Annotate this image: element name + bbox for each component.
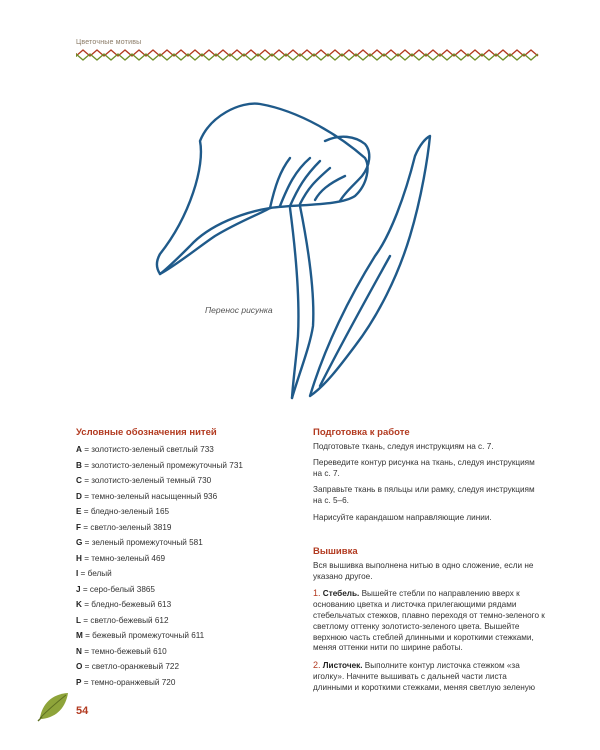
legend-equals: = bbox=[81, 445, 92, 454]
legend-text: зеленый промежуточный 581 bbox=[91, 538, 203, 547]
leaf-icon bbox=[36, 690, 72, 722]
legend-column bbox=[76, 427, 286, 690]
legend-equals: = bbox=[82, 662, 92, 671]
legend-item bbox=[76, 644, 286, 660]
embroidery-section bbox=[313, 546, 545, 694]
legend-code: H bbox=[76, 553, 82, 563]
legend-text: темно-зеленый насыщенный 936 bbox=[91, 491, 218, 501]
legend-text: золотисто-зеленый светлый 733 bbox=[91, 445, 214, 454]
legend-item bbox=[76, 489, 286, 505]
legend-code: B bbox=[76, 460, 82, 470]
legend-text: белый bbox=[87, 569, 112, 578]
legend-text: темно-оранжевый 720 bbox=[90, 677, 176, 687]
legend-equals: = bbox=[81, 615, 91, 625]
legend-code: P bbox=[76, 677, 82, 687]
legend-text: золотисто-зеленый промежуточный 731 bbox=[91, 460, 243, 470]
legend-equals: = bbox=[81, 522, 91, 532]
page-number: 54 bbox=[76, 705, 89, 717]
legend-item bbox=[76, 535, 286, 551]
legend-item bbox=[76, 458, 286, 474]
embroidery-heading: Вышивка bbox=[313, 545, 358, 557]
legend-code: F bbox=[76, 522, 82, 532]
legend-item bbox=[76, 566, 286, 582]
legend-list bbox=[76, 442, 286, 690]
legend-text: золотисто-зеленый темный 730 bbox=[91, 476, 212, 485]
legend-equals: = bbox=[81, 491, 92, 501]
legend-code: K bbox=[76, 600, 82, 609]
legend-code: L bbox=[76, 615, 82, 625]
legend-equals: = bbox=[81, 476, 92, 485]
legend-code: O bbox=[76, 662, 83, 671]
legend-equals: = bbox=[82, 538, 92, 547]
section-header-label: Цветочные мотивы bbox=[76, 39, 142, 46]
legend-equals: = bbox=[81, 553, 92, 563]
embroidery-step bbox=[313, 588, 545, 654]
legend-item bbox=[76, 675, 286, 691]
legend-item bbox=[76, 582, 286, 598]
legend-text: бледно-зеленый 165 bbox=[90, 507, 170, 516]
legend-code: C bbox=[76, 476, 82, 485]
preparation-paragraph: Заправьте ткань в пяльцы или рамку, следуя инструкциям на с. 5–6. bbox=[313, 485, 535, 506]
preparation-heading: Подготовка к работе bbox=[313, 427, 410, 438]
legend-text: серо-белый 3865 bbox=[89, 584, 155, 594]
legend-equals: = bbox=[80, 584, 90, 594]
legend-item bbox=[76, 659, 286, 675]
preparation-paragraph: Нарисуйте карандашом направляющие линии. bbox=[313, 512, 492, 522]
legend-code: I bbox=[76, 569, 79, 578]
legend-item bbox=[76, 473, 286, 489]
illustration-caption: Перенос рисунка bbox=[205, 305, 273, 315]
legend-item bbox=[76, 628, 286, 644]
legend-text: светло-бежевый 612 bbox=[90, 615, 169, 625]
instructions-column bbox=[313, 427, 545, 700]
legend-item bbox=[76, 520, 286, 536]
legend-text: темно-зеленый 469 bbox=[91, 553, 166, 563]
legend-equals: = bbox=[78, 569, 88, 578]
legend-code: G bbox=[76, 538, 83, 547]
embroidery-intro: Вся вышивка выполнена нитью в одно сложение, если не указано другое. bbox=[313, 560, 534, 581]
legend-code: J bbox=[76, 584, 81, 594]
step-name: Листочек. bbox=[322, 661, 363, 671]
legend-item bbox=[76, 442, 286, 458]
preparation-paragraph: Подготовьте ткань, следуя инструкциям на с. 7. bbox=[313, 442, 494, 451]
legend-equals: = bbox=[81, 507, 91, 516]
legend-code: D bbox=[76, 491, 82, 501]
legend-text: бледно-бежевый 613 bbox=[91, 600, 172, 609]
step-number: 1. bbox=[313, 588, 321, 599]
legend-equals: = bbox=[81, 460, 92, 470]
legend-equals: = bbox=[81, 677, 91, 687]
step-name: Стебель. bbox=[322, 589, 360, 599]
embroidery-step bbox=[313, 660, 545, 693]
legend-item bbox=[76, 597, 286, 613]
step-number: 2. bbox=[313, 660, 321, 671]
step-text: Вышейте стебли по направлению вверх к основанию цветка и листочка прилегающими рядами стебельчатых стежков, плавно переходя от темно-зеленого к светлому оттенку золотисто-зеленого цвета. Вышейте верхнюю часть стеблей длинными и короткими стежками, меняя оттенки нити по ширине работы. bbox=[313, 589, 545, 653]
step-text: Выполните контур листочка стежком «за иголку». Начните вышивать с дальней части листа длинными и короткими стежками, меняя светлую зеленую bbox=[313, 661, 536, 692]
legend-text: светло-оранжевый 722 bbox=[91, 662, 180, 671]
legend-text: светло-зеленый 3819 bbox=[90, 522, 172, 532]
legend-equals: = bbox=[81, 600, 92, 609]
decorative-border bbox=[76, 48, 541, 62]
calla-lily-illustration bbox=[150, 96, 440, 406]
legend-equals: = bbox=[82, 631, 93, 640]
legend-item bbox=[76, 504, 286, 520]
legend-code: E bbox=[76, 507, 82, 516]
legend-item bbox=[76, 551, 286, 567]
preparation-paragraph: Переведите контур рисунка на ткань, следуя инструкциям на с. 7. bbox=[313, 457, 535, 478]
legend-code: N bbox=[76, 646, 82, 656]
legend-code: M bbox=[76, 631, 83, 640]
legend-code: A bbox=[76, 445, 82, 454]
legend-item bbox=[76, 613, 286, 629]
legend-heading: Условные обозначения нитей bbox=[76, 427, 217, 438]
legend-text: бежевый промежуточный 611 bbox=[92, 631, 205, 640]
legend-equals: = bbox=[81, 646, 92, 656]
legend-text: темно-бежевый 610 bbox=[91, 646, 167, 656]
